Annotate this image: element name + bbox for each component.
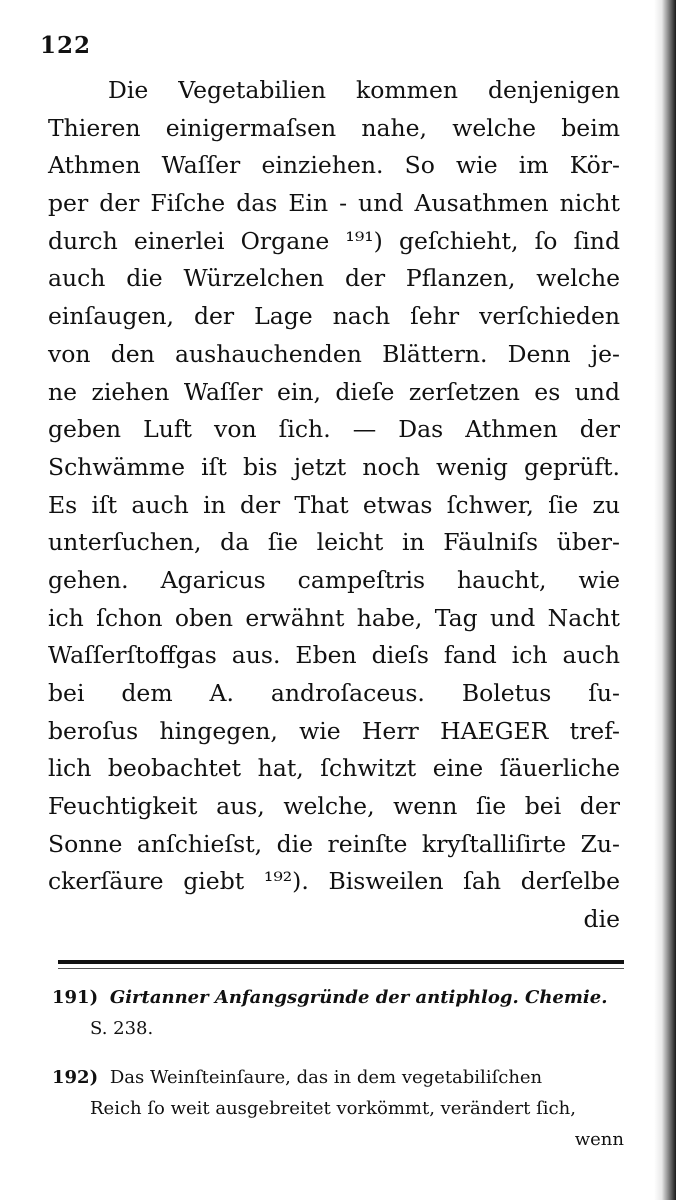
footnote-rule <box>58 960 624 964</box>
footnote-number: 191) <box>52 987 99 1008</box>
text-line: bei dem A. androſaceus. Boletus ſu- <box>48 679 620 707</box>
catchword: die <box>583 905 620 934</box>
footnote-192 <box>52 1062 624 1093</box>
text-line: gehen. Agaricus campeſtris haucht, wie <box>48 565 620 594</box>
text-line: Waſſerſtoffgas aus. Eben dieſs fand ich auch <box>48 641 620 670</box>
footnote-text: Das Weinſteinſaure, das in dem vegetabiliſchen <box>109 1067 543 1088</box>
footnotes <box>52 982 624 1155</box>
footnote-192-catchword: wenn <box>574 1129 624 1150</box>
text-line: ich ſchon oben erwähnt habe, Tag und Nacht <box>48 603 620 632</box>
page-number: 122 <box>40 32 92 59</box>
body-text <box>48 72 620 939</box>
text-line: Thieren einigermaſsen nahe, welche beim <box>48 113 620 142</box>
footnote-text: Girtanner Anfangsgründe der antiphlog. Chemie. <box>109 987 608 1008</box>
text-line: Die Vegetabilien kommen denjenigen <box>108 76 620 104</box>
footnote-191 <box>52 982 624 1013</box>
text-line: ne ziehen Waſſer ein, dieſe zerſetzen es und <box>48 377 620 406</box>
text-line: Sonne anſchieſst, die reinſte kryſtalliſirte Zu- <box>48 829 620 858</box>
text-line: unterſuchen, da ſie leicht in Fäulniſs über- <box>48 528 620 557</box>
text-line: Feuchtigkeit aus, welche, wenn ſie bei der <box>48 792 620 821</box>
text-line: von den aushauchenden Blättern. Denn je- <box>48 339 620 368</box>
text-line: Schwämme iſt bis jetzt noch wenig geprüft. <box>48 452 620 481</box>
footnote-rule-thin <box>58 968 624 969</box>
footnote-191-cont: S. 238. <box>90 1018 154 1039</box>
text-line: Athmen Waſſer einziehen. So wie im Kör- <box>48 151 620 180</box>
text-line: beroſus hingegen, wie Herr HAEGER tref- <box>48 716 620 745</box>
text-line: durch einerlei Organe ¹⁹¹) geſchieht, ſo ſind <box>48 226 620 255</box>
page-edge-shadow <box>654 0 676 1200</box>
text-line: auch die Würzelchen der Pflanzen, welche <box>48 264 620 293</box>
text-line: per der Fiſche das Ein - und Ausathmen nicht <box>48 189 620 218</box>
text-line: ckerſäure giebt ¹⁹²). Bisweilen ſah derſelbe <box>48 867 620 896</box>
text-line: lich beobachtet hat, ſchwitzt eine ſäuerliche <box>48 754 620 783</box>
text-line: einſaugen, der Lage nach ſehr verſchieden <box>48 302 620 331</box>
text-line: Es iſt auch in der That etwas ſchwer, ſie zu <box>48 490 620 519</box>
footnote-number: 192) <box>52 1067 99 1088</box>
text-line: geben Luft von ſich. — Das Athmen der <box>48 415 620 444</box>
footnote-192-cont: Reich ſo weit ausgebreitet vorkömmt, verändert ſich, <box>90 1098 576 1119</box>
